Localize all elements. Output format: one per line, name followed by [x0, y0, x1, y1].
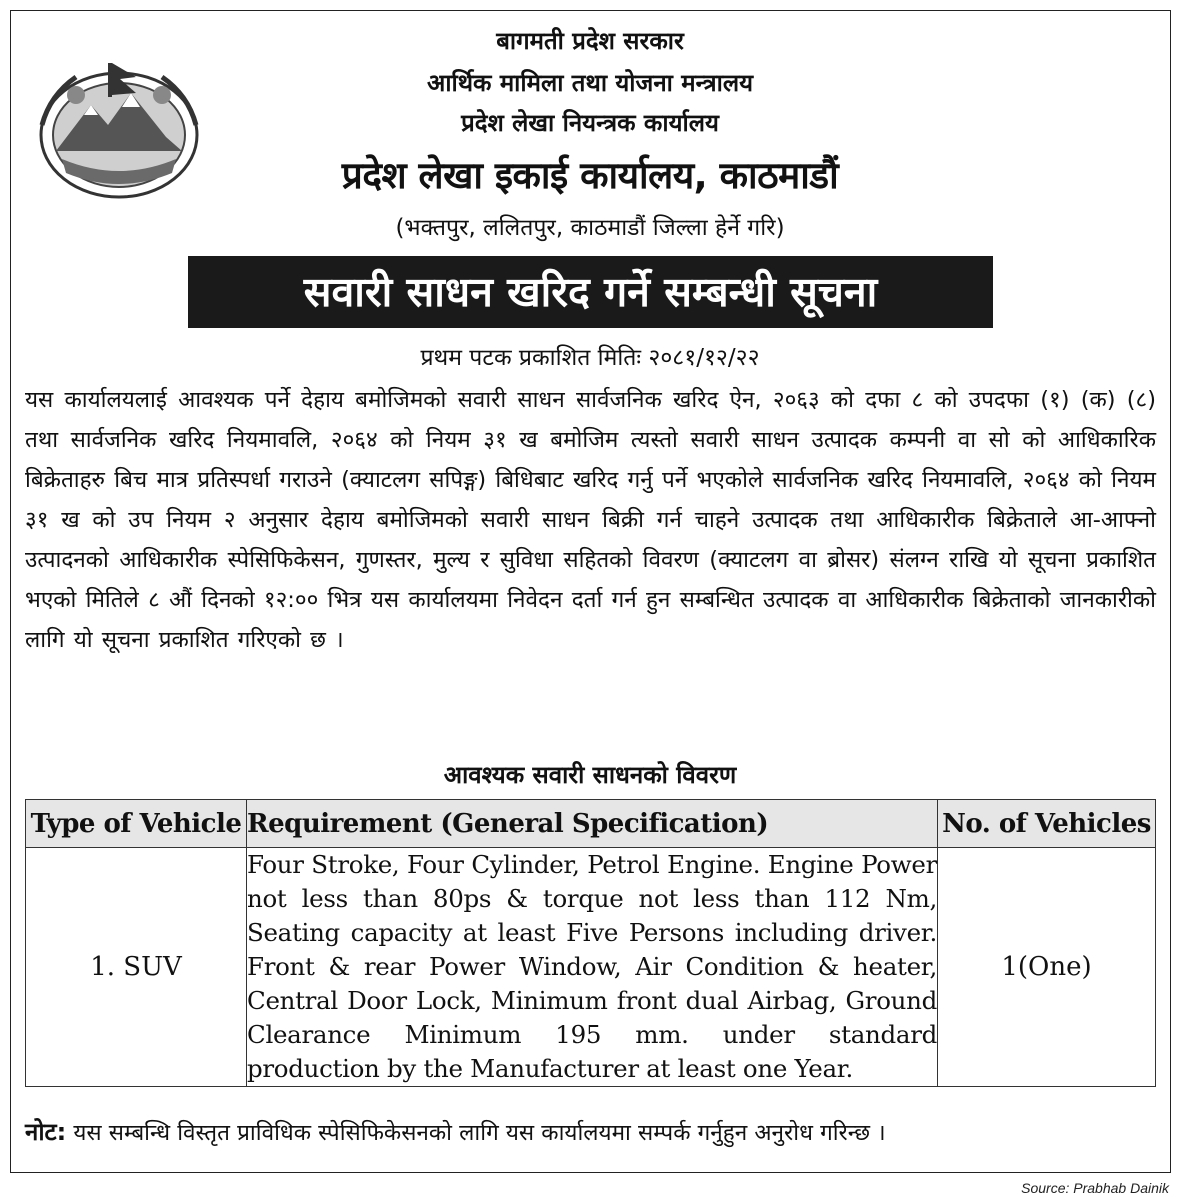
- vehicle-spec-table: [25, 799, 1156, 1087]
- note-label: नोट:: [25, 1118, 67, 1146]
- government-emblem-icon: [36, 55, 202, 203]
- publication-date: प्रथम पटक प्रकाशित मितिः २०८१/१२/२२: [420, 345, 760, 371]
- header-type-of-vehicle: Type of Vehicle: [26, 800, 247, 848]
- header-province-government: बागमती प्रदेश सरकार: [496, 27, 684, 55]
- header-requirement: Requirement (General Specification): [247, 800, 938, 848]
- section-heading: आवश्यक सवारी साधनको विवरण: [443, 761, 737, 789]
- table-row: [26, 848, 1156, 1087]
- vehicle-requirement-cell: Four Stroke, Four Cylinder, Petrol Engine. Engine Power not less than 80ps & torque not less than 112 Nm, Seating capacity at least Five Persons including driver. Front & rear Power Window, Air Condition & heater, Central Door Lock, Minimum front dual Airbag, Ground Clearance Minimum 195 mm. under standard production by the Manufacturer at least one Year.: [247, 848, 938, 1087]
- header-controller-office: प्रदेश लेखा नियन्त्रक कार्यालय: [461, 109, 719, 137]
- source-credit: Source: Prabhab Dainik: [1021, 1180, 1169, 1196]
- header-ministry: आर्थिक मामिला तथा योजना मन्त्रालय: [426, 69, 754, 97]
- note: [25, 1115, 1165, 1148]
- office-jurisdiction: (भक्तपुर, ललितपुर, काठमाडौं जिल्ला हेर्ने गरि): [395, 215, 785, 241]
- notice-title: सवारी साधन खरिद गर्ने सम्बन्धी सूचना: [188, 256, 993, 328]
- header-no-of-vehicles: No. of Vehicles: [938, 800, 1156, 848]
- table-header-row: [26, 800, 1156, 848]
- notice-body: यस कार्यालयलाई आवश्यक पर्ने देहाय बमोजिमको सवारी साधन सार्वजनिक खरिद ऐन, २०६३ को दफा ८ को उपदफा (१) (क) (८) तथा सार्वजनिक खरिद नियमावलि, २०६४ को नियम ३१ ख बमोजिम त्यस्तो सवारी साधन उत्पादक कम्पनी वा सो को आधिकारिक बिक्रेताहरु बिच मात्र प्रतिस्पर्धा गराउने (क्याटलग सपिङ्ग) बिधिबाट खरिद गर्नु पर्ने भएकोले सार्वजनिक खरिद नियमावलि, २०६४ को नियम ३१ ख को उप नियम २ अनुसार देहाय बमोजिमको सवारी साधन बिक्री गर्न चाहने उत्पादक तथा आधिकारीक बिक्रेताले आ-आफ्नो उत्पादनको आधिकारीक स्पेसिफिकेसन, गुणस्तर, मुल्य र सुविधा सहितको विवरण (क्याटलग वा ब्रोसर) संलग्न राखि यो सूचना प्रकाशित भएको मितिले ८ औं दिनको १२:०० भित्र यस कार्यालयमा निवेदन दर्ता गर्न हुन सम्बन्धित उत्पादक वा आधिकारीक बिक्रेताको जानकारीको लागि यो सूचना प्रकाशित गरिएको छ ।: [25, 387, 1156, 653]
- vehicle-count-cell: 1(One): [938, 848, 1156, 1087]
- vehicle-type-cell: 1. SUV: [26, 848, 247, 1087]
- office-name: प्रदेश लेखा इकाई कार्यालय, काठमाडौं: [341, 154, 839, 197]
- note-text: यस सम्बन्धि विस्तृत प्राविधिक स्पेसिफिकेसनको लागि यस कार्यालयमा सम्पर्क गर्नुहुन अनुरोध गरिन्छ ।: [66, 1120, 886, 1146]
